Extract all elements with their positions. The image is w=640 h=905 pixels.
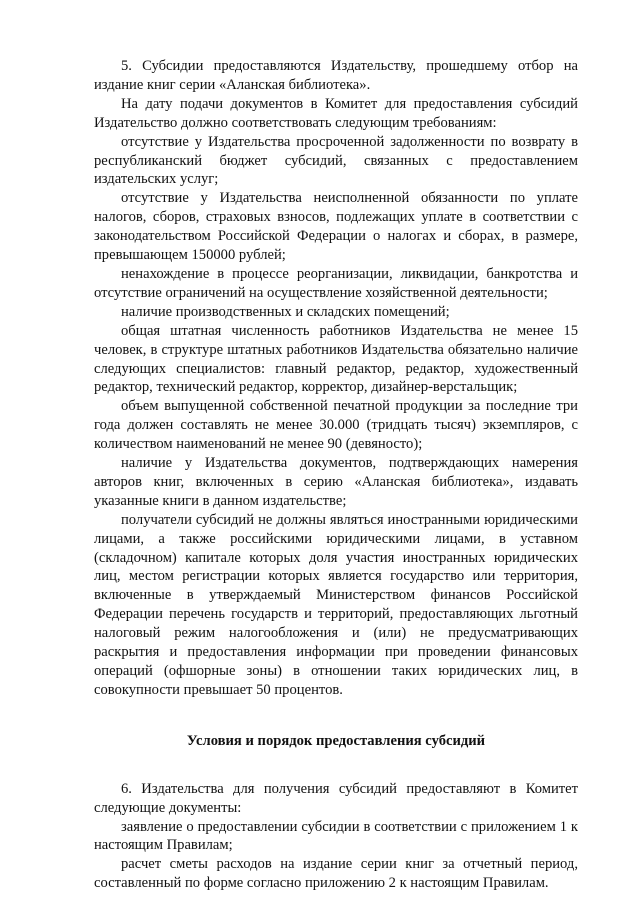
requirement-no-reorganization: ненахождение в процессе реорганизации, ликвидации, банкротства и отсутствие ограничений на осуществление хозяйственной деятельности; — [94, 265, 578, 301]
requirement-staff: общая штатная численность работников Издательства не менее 15 человек, в структуре штатных работников Издательства обязательно наличие следующих специалистов: главный редактор, редактор, художественный редактор, технический редактор, корректор, дизайнер-верстальщик; — [94, 322, 578, 396]
requirement-no-overdue-debt: отсутствие у Издательства просроченной задолженности по возврату в республиканский бюджет субсидий, связанных с предоставлением издательских услуг; — [94, 133, 578, 188]
requirement-no-tax-arrears: отсутствие у Издательства неисполненной обязанности по уплате налогов, сборов, страховых взносов, подлежащих уплате в соответствии с законодательством Российской Федерации о налогах и сборах, в размере, превышающем 150000 рублей; — [94, 190, 578, 264]
requirement-author-intentions: наличие у Издательства документов, подтверждающих намерения авторов книг, включенных в серию «Аланская библиотека», издавать указанные книги в данном издательстве; — [94, 455, 578, 509]
requirement-premises: наличие производственных и складских помещений; — [121, 303, 450, 320]
document-body — [94, 57, 578, 893]
document-cost-estimate: расчет сметы расходов на издание серии книг за отчетный период, составленный по форме согласно приложению 2 к настоящим Правилам. — [94, 856, 578, 892]
section-heading: Условия и порядок предоставления субсидий — [186, 732, 486, 749]
requirement-not-foreign-entity: получатели субсидий не должны являться иностранными юридическими лицами, а также российскими юридическими лицами, в уставном (складочном) капитале которых доля участия иностранных юридических лиц, местом регистрации которых является государство или территория, включенные в утверждаемый Министерством финансов Российской Федерации перечень государств и территорий, предоставляющих льготный налоговый режим налогообложения и (или) не предусматривающих раскрытия и предоставления информации при проведении финансовых операций (офшорные зоны) в отношении таких юридических лиц, в совокупности превышает 50 процентов. — [94, 511, 578, 698]
document-application: заявление о предоставлении субсидии в соответствии с приложением 1 к настоящим Правилам; — [94, 818, 578, 854]
paragraph-item-5: 5. Субсидии предоставляются Издательству, прошедшему отбор на издание книг серии «Аланская библиотека». — [94, 58, 578, 93]
requirement-print-volume: объем выпущенной собственной печатной продукции за последние три года должен составлять не менее 30.000 (тридцать тысяч) экземпляров, с количеством наименований не менее 90 (девяносто); — [94, 398, 578, 453]
paragraph-item-6: 6. Издательства для получения субсидий предоставляют в Комитет следующие документы: — [94, 780, 578, 816]
paragraph-requirements-intro: На дату подачи документов в Комитет для предоставления субсидий Издательство должно соответствовать следующим требованиям: — [94, 95, 578, 131]
